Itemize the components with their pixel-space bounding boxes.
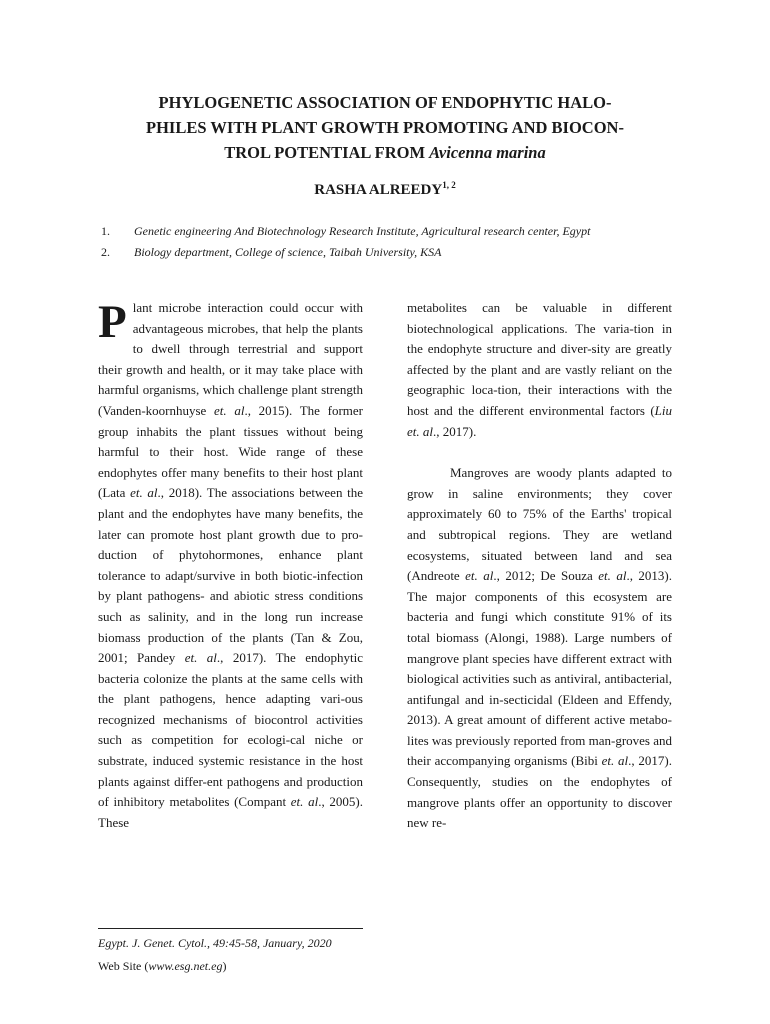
affiliation-number: 2. [101, 245, 110, 259]
left-column [98, 298, 363, 833]
text-run: , 2017). The endophytic bacteria colonize the plants at the same cells with the plant pathogens, hence adapting vari-ous recognized mechanisms of biocontrol activities such as competition for ecologi-cal niche or substrate, induced systemic resistance in the host plants against differ-ent pathogens and production of inhibitory metabolites (Compant [98, 650, 363, 810]
text-run: ., 2013). The major components of this ecosystem are bacteria and fungi which constitute 91% of its total biomass (Alongi, 1988). Large numbers of mangrove plant species have different extract with biological activities such as antiviral, antibacterial, antifungal and in-secticidal (Eldeen and Effendy, 2013). A great amount of different active metabo-lites was previously reported from man-groves and their accompanying organisms (Bibi [407, 568, 672, 769]
drop-cap: P [98, 296, 127, 348]
right-column [407, 298, 672, 834]
text-run: , 2015). The former group inhabits the plant tissues without being harmful to their host. Wide range of these endophytes offer many benefits to their host plant (Lata [98, 402, 363, 501]
mangroves-paragraph [407, 463, 672, 834]
text-run: ., 2017). Consequently, studies on the endophytes of mangrove plants offer an opportunity to discover new re- [407, 753, 672, 831]
intro-paragraph: Plant microbe interaction could occur with advantageous microbes, that help the plants to dwell through terrestrial and support their growth and health, or it may take place with harmful organisms, which challenge plant strength (Vanden-koornhuyse et. al., 2015). The former group inhabits the plant tissues without being harmful to their host. Wide range of these endophytes offer many benefits to their host plant (Lata et. al., 2018). The associations between the plant and the endophytes have many benefits, the later can promote host plant growth due to pro-duction of phytohormones, enhance plant tolerance to adapt/survive in both biotic-infection by plant pathogens- and abiotic stress conditions such as salinity, and in the long run increase biomass production of the plants (Tan & Zou, 2001; Pandey et. al., 2017). The endophytic bacteria colonize the plants at the same cells with the plant pathogens, hence adapting vari-ous recognized mechanisms of biocontrol activities such as competition for ecologi-cal niche or substrate, induced systemic resistance in the host plants against differ-ent pathogens and production of inhibitory metabolites (Compant et. al., 2005). These [98, 296, 364, 830]
title-line-3-prefix: TROL POTENTIAL FROM [224, 143, 426, 162]
etal: et. al [290, 794, 319, 810]
text-run: ., 2012; De Souza [493, 568, 599, 584]
species-name: Avicenna marina [429, 143, 546, 162]
web-label: Web Site ( [98, 959, 149, 973]
title-line-3 [60, 140, 710, 165]
etal: et. al [184, 650, 217, 666]
etal: et. al [130, 485, 158, 501]
affiliation-text: Biology department, College of science, Taibah University, KSA [134, 245, 442, 259]
text-run: , 2018). The associations between the plant and the endophytes have many benefits, the later can promote host plant growth due to pro-duction of phytohormones, enhance plant tolerance to adapt/survive in both biotic-infection by plant pathogens- and abiotic stress conditions such as salinity, and in the long run increase biomass production of the plants (Tan & Zou, 2001; Pandey [98, 485, 364, 666]
etal: et. al [598, 568, 627, 584]
etal: et. al [601, 753, 629, 769]
paragraph-continued [407, 298, 672, 442]
author-name: RASHA ALREEDY [314, 182, 443, 198]
affiliation-number: 1. [101, 224, 110, 238]
text-run: lant microbe interaction could occur with advantageous microbes, that help the plants to dwell through terrestrial and support their growth and health, or it may take place with harmful organisms, which challenge plant strength (Vanden-koornhuyse [98, 300, 363, 418]
etal: et. al [214, 402, 245, 418]
paper-title [60, 90, 710, 165]
title-line-2: PHILES WITH PLANT GROWTH PROMOTING AND BIOCON- [146, 118, 624, 137]
etal: et. al [465, 568, 494, 584]
author-superscript: 1, 2 [442, 180, 456, 190]
text-run: , 2005). These [98, 794, 363, 830]
citation-author: Liu et. al [407, 402, 672, 439]
affiliation-text: Genetic engineering And Biotechnology Research Institute, Agricultural research center, Egypt [134, 224, 591, 238]
title-line-1: PHYLOGENETIC ASSOCIATION OF ENDOPHYTIC HALO- [158, 93, 612, 112]
text-run: ., 2017). [433, 423, 477, 439]
text-run: metabolites can be valuable in different biotechnological applications. The varia-tion in the endophyte structure and diver-sity are greatly affected by the plant and are vastly reliant on the geographic loca-tion, their interactions with the host and the different environmental factors ( [407, 300, 672, 418]
footnote-rule [98, 928, 363, 929]
author-line [0, 182, 770, 199]
website-line [98, 959, 226, 974]
web-close: ) [222, 959, 227, 973]
website-link[interactable]: www.esg.net.eg [148, 959, 223, 973]
text-run: Mangroves are woody plants adapted to grow in saline environments; they cover approximately 60 to 75% of the Earths' tropical and subtropical regions. They are wetland ecosystems, situated between land and sea (Andreote [407, 465, 672, 584]
journal-citation: Egypt. J. Genet. Cytol., 49:45-58, January, 2020 [98, 936, 332, 950]
